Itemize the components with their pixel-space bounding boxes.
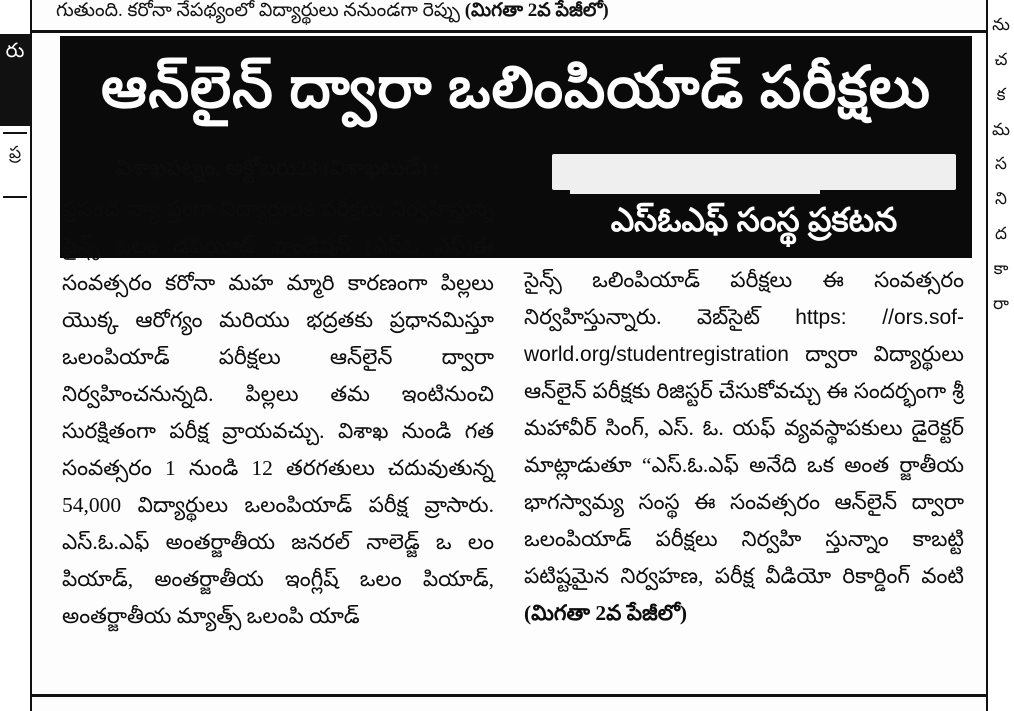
article-dateline: విశాఖపట్నం, అక్టోబరు23 (విశాఖటుడే) : (115, 156, 441, 180)
top-running-continued: (మిగతా 2వ పేజీలో) (464, 0, 609, 21)
article-content (32, 0, 986, 711)
left-strip-rule-bottom (3, 196, 27, 198)
right-column-strip (986, 0, 1014, 711)
article-continued-note: (మిగతా 2వ పేజీలో) (524, 601, 688, 625)
top-running-text: గుతుంది. కరోనా నేపథ్యంలో విద్యార్థులు ననుండగా రెప్పు (56, 0, 465, 21)
article-subheadline: ఎస్‌ఓఎఫ్ సంస్థ ప్రకటన (610, 203, 898, 239)
left-strip-rule-top (3, 132, 27, 134)
article-right-column (524, 262, 964, 632)
article-right-body-part1: సైన్స్ ఒలింపియాడ్ పరీక్షలు ఈ సంవత్సరం నిర్వహిస్తున్నారు. వెబ్‌సైట్ (524, 268, 964, 329)
print-smear-artifact (552, 154, 956, 190)
article-right-body-part2: ద్వారా విద్యార్థులు ఆన్‌లైన్ పరీక్షకు రిజిస్టర్ చేసుకోవచ్చు ఈ సందర్భంగా శ్రీ మహావీర్ సింగ్, ఎస్. ఓ. యఫ్ వ్యవస్థాపకులు డైరెక్టర్ మాట్లాడుతూ “ఎస్.ఓ.ఎఫ్ అనేది ఒక అంత ర్జాతీయ భాగస్వామ్య సంస్థ ఈ సంవత్సరం ఆన్‌లైన్ ద్వారా ఒలంపియాడ్ పరీక్షలు నిర్వహి స్తున్నాం కాబట్టి పటిష్టమైన నిర్వహణ, పరీక్ష వీడియో రికార్డింగ్ వంటి (524, 342, 964, 589)
article-left-body: ప్రపంచ వ్యా ప్తంగా విద్యార్థులకి పరీక్షలు నిర్వహిస్తున్న సైన్స్ ఒలం డపియాడ్ ఫౌండేషన్ (ఎస్‌ఓ ఎఫ్)ఈ సంవత్సరం కరోనా మహ మ్మారి కారణంగా పిల్లలు యొక్క ఆరోగ్యం మరియు భద్రతకు ప్రధానమిస్తూ ఒలంపియాడ్ పరీక్షలు ఆన్‌లైన్ ద్వారా నిర్వహించనున్నది. పిల్లలు తమ ఇంటినుంచి సురక్షితంగా పరీక్ష వ్రాయవచ్చు. విశాఖ నుండి గత సంవత్సరం 1 నుండి 12 తరగతులు చదువుతున్న 54,000 విద్యార్థులు ఒలంపియాడ్ పరీక్ష వ్రాసారు. ఎస్.ఓ.ఎఫ్ అంతర్జాతీయ జనరల్ నాలెడ్జ్ ఒ లం పియాడ్, అంతర్జాతీయ ఇంగ్లీష్ ఒలం పియాడ్, అంతర్జాతీయ మ్యాత్స్ ఒలంపి యాడ్ (62, 196, 494, 628)
page-top-running-text (56, 0, 980, 26)
left-strip-block-text: రు (5, 40, 25, 62)
left-strip-vertical-text: ప్ర (8, 143, 22, 162)
top-divider-rule (32, 30, 986, 33)
right-strip-vertical-text: ను చ క మ స ని ద కా రా (992, 15, 1010, 313)
article-left-column (62, 150, 494, 635)
bottom-divider-rule (32, 694, 986, 697)
left-column-strip (0, 0, 32, 711)
registration-url[interactable]: https: //ors.sof-world.org/studentregistration (524, 305, 964, 367)
article-headline: ఆన్‌లైన్ ద్వారా ఒలింపియాడ్ పరీక్షలు (101, 55, 931, 120)
left-strip-black-block (0, 34, 30, 126)
